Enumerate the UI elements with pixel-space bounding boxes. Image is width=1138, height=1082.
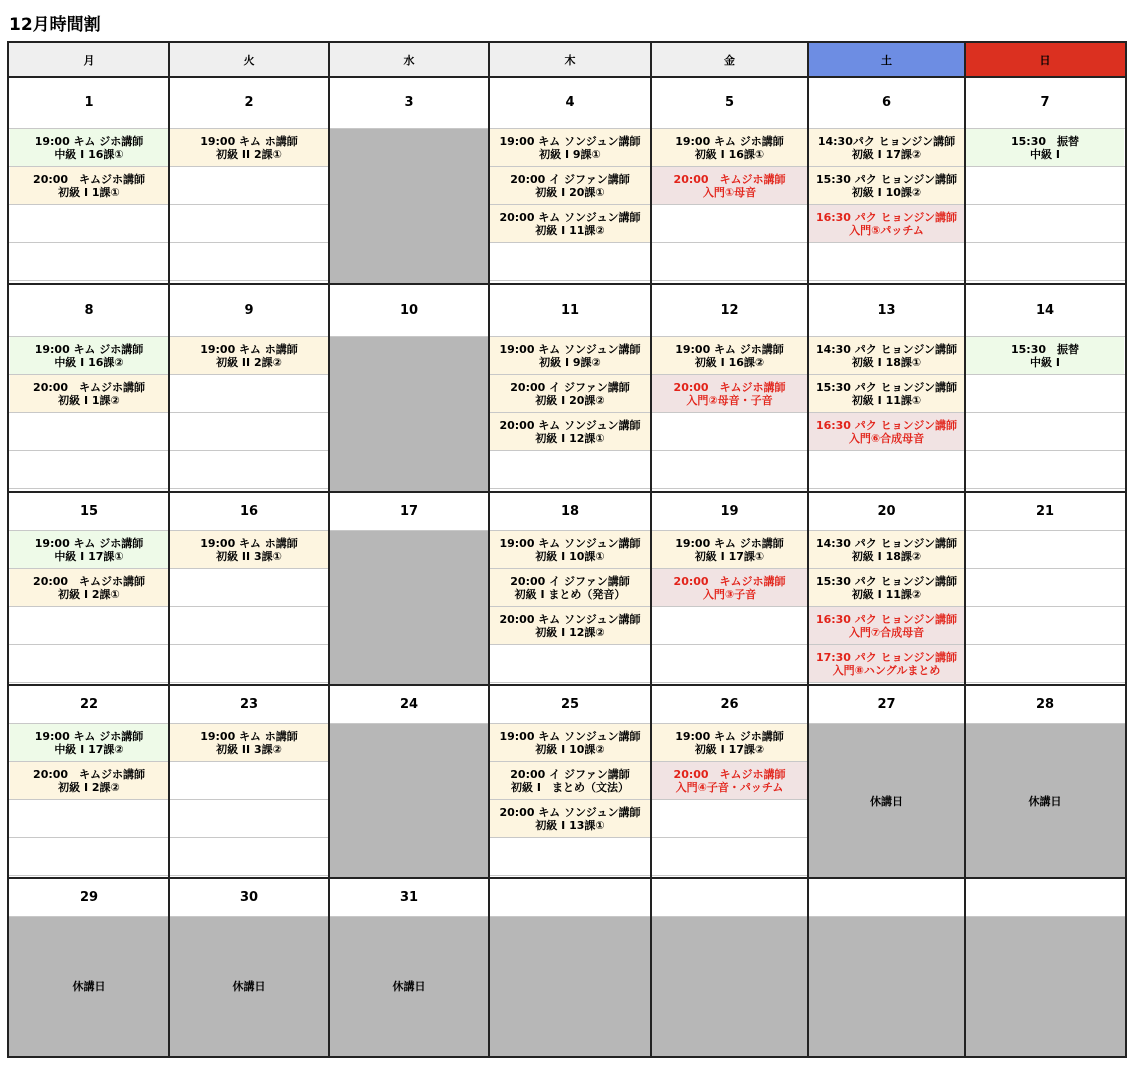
divider — [489, 644, 651, 645]
day-number: 2 — [244, 95, 254, 110]
day-number: 21 — [1035, 503, 1055, 519]
lesson-slot[interactable] — [809, 607, 964, 644]
divider — [965, 723, 1125, 724]
divider — [965, 488, 1125, 489]
lesson-course: 中級 I 16課① — [54, 147, 124, 161]
divider — [651, 837, 808, 838]
lesson-slot[interactable] — [490, 413, 650, 450]
lesson-time-teacher: 20:00 キムジホ講師 — [673, 767, 786, 781]
lesson-course: 初級 I 20課① — [535, 185, 605, 199]
divider — [965, 450, 1125, 451]
divider — [651, 916, 808, 917]
divider — [651, 875, 808, 876]
divider — [9, 280, 169, 281]
divider — [9, 799, 169, 800]
divider — [9, 488, 169, 489]
divider — [169, 166, 329, 167]
lesson-course: 中級 I — [1030, 147, 1060, 161]
lesson-course: 初級 I 11課② — [535, 223, 605, 237]
lesson-time-teacher: 20:00 キムジホ講師 — [33, 767, 145, 781]
lesson-course: 初級 I 2課① — [58, 587, 120, 601]
lesson-time-teacher: 19:00 キム ホ講師 — [200, 536, 298, 550]
divider — [965, 412, 1125, 413]
lesson-time-teacher: 19:00 キム ジホ講師 — [34, 134, 144, 148]
divider — [808, 682, 965, 683]
closed-day-cell: 休講日 — [9, 916, 169, 1056]
lesson-course: 初級 I 11課① — [851, 393, 922, 407]
closed-day-cell: 休講日 — [169, 916, 329, 1056]
lesson-time-teacher: 19:00 キム ホ講師 — [200, 134, 298, 148]
row-divider — [9, 877, 1125, 879]
lesson-course: 初級 I 1課① — [58, 185, 120, 199]
weekday-header: 火 — [169, 43, 329, 77]
lesson-time-teacher: 19:00 キム ソンジュン講師 — [499, 134, 641, 148]
day-number: 26 — [720, 696, 739, 712]
lesson-slot[interactable] — [809, 337, 964, 374]
divider — [489, 450, 651, 451]
lesson-slot[interactable] — [10, 762, 168, 799]
lesson-time-teacher: 20:00 キムジホ講師 — [673, 574, 786, 588]
divider — [965, 530, 1125, 531]
lesson-time-teacher: 17:30 パク ヒョンジン講師 — [815, 650, 958, 664]
divider — [169, 450, 329, 451]
column-divider — [964, 43, 966, 1056]
lesson-course: 初級 I 11課② — [851, 587, 922, 601]
lesson-time-teacher: 20:00 イ ジファン講師 — [510, 574, 630, 588]
lesson-course: 初級 I 13課① — [535, 818, 605, 832]
day-number: 14 — [1035, 302, 1055, 318]
lesson-time-teacher: 20:00 イ ジファン講師 — [510, 767, 630, 781]
empty-day-cell — [651, 916, 808, 1056]
weekday-header: 水 — [329, 43, 489, 77]
divider — [329, 128, 489, 129]
lesson-slot[interactable] — [490, 337, 650, 374]
lesson-slot[interactable] — [966, 129, 1124, 166]
lesson-course: 初級 I 9課① — [539, 147, 601, 161]
divider — [169, 374, 329, 375]
lesson-course: 初級 I 10課② — [851, 185, 922, 199]
lesson-slot[interactable] — [170, 531, 328, 568]
lesson-time-teacher: 14:30パク ヒョンジン講師 — [817, 134, 956, 148]
lesson-time-teacher: 14:30 パク ヒョンジン講師 — [815, 536, 958, 550]
lesson-time-teacher: 19:00 キム ジホ講師 — [675, 536, 784, 550]
day-number — [651, 878, 808, 916]
divider — [169, 916, 329, 917]
divider — [489, 682, 651, 683]
lesson-time-teacher: 20:00 キム ソンジュン講師 — [499, 612, 641, 626]
timetable-grid — [7, 41, 1127, 1058]
empty-day-cell — [965, 916, 1125, 1056]
weekday-header: 木 — [489, 43, 651, 77]
divider — [808, 280, 965, 281]
lesson-time-teacher: 15:30 パク ヒョンジン講師 — [815, 380, 958, 394]
lesson-slot[interactable] — [809, 531, 964, 568]
weekday-header: 土 — [808, 43, 965, 77]
lesson-course: 初級 I 17課② — [851, 147, 922, 161]
divider — [9, 450, 169, 451]
day-number: 10 — [399, 302, 419, 318]
lesson-time-teacher: 19:00 キム ソンジュン講師 — [499, 536, 641, 550]
day-number: 7 — [1040, 95, 1050, 110]
lesson-slot[interactable] — [490, 800, 650, 837]
lesson-course: 入門⑤パッチム — [849, 223, 924, 237]
day-number: 4 — [565, 95, 575, 110]
lesson-time-teacher: 19:00 キム ジホ講師 — [34, 342, 144, 356]
day-number: 9 — [244, 302, 254, 318]
lesson-slot[interactable] — [490, 569, 650, 606]
lesson-course: 初級 I 18課② — [851, 549, 922, 563]
lesson-slot[interactable] — [170, 724, 328, 761]
lesson-slot[interactable] — [809, 413, 964, 450]
divider — [965, 280, 1125, 281]
day-number: 15 — [79, 503, 99, 519]
divider — [489, 875, 651, 876]
divider — [9, 875, 169, 876]
day-number — [808, 878, 965, 916]
lesson-course: 初級 II 3課① — [216, 549, 282, 563]
lesson-course: 入門③子音 — [702, 587, 757, 601]
divider — [965, 374, 1125, 375]
lesson-time-teacher: 20:00 キムジホ講師 — [33, 380, 145, 394]
lesson-time-teacher: 20:00 キム ソンジュン講師 — [499, 418, 641, 432]
divider — [965, 204, 1125, 205]
divider — [9, 916, 169, 917]
lesson-course: 中級 I — [1030, 355, 1060, 369]
lesson-course: 入門①母音 — [702, 185, 757, 199]
divider — [169, 280, 329, 281]
lesson-slot[interactable] — [652, 531, 807, 568]
divider — [329, 723, 489, 724]
lesson-slot[interactable] — [652, 375, 807, 412]
divider — [808, 488, 965, 489]
day-number: 8 — [84, 302, 94, 318]
divider — [808, 916, 965, 917]
divider — [651, 644, 808, 645]
day-number: 11 — [560, 302, 580, 318]
divider — [965, 644, 1125, 645]
divider — [808, 723, 965, 724]
divider — [169, 682, 329, 683]
row-divider — [9, 684, 1125, 686]
column-divider — [168, 43, 170, 1056]
divider — [169, 606, 329, 607]
divider — [9, 606, 169, 607]
divider — [489, 242, 651, 243]
lesson-slot[interactable] — [10, 375, 168, 412]
divider — [329, 336, 489, 337]
weekday-header: 月 — [9, 43, 169, 77]
lesson-course: 入門④子音・パッチム — [675, 780, 784, 794]
day-number: 13 — [877, 302, 896, 318]
divider — [489, 280, 651, 281]
lesson-slot[interactable] — [966, 337, 1124, 374]
day-number — [489, 878, 651, 916]
divider — [651, 204, 808, 205]
lesson-slot[interactable] — [10, 724, 168, 761]
lesson-time-teacher: 19:00 キム ジホ講師 — [34, 536, 144, 550]
lesson-course: 初級 I まとめ（文法） — [511, 780, 629, 794]
closed-day-cell: 休講日 — [329, 916, 489, 1056]
lesson-slot[interactable] — [490, 607, 650, 644]
lesson-course: 初級 I 10課② — [535, 742, 605, 756]
lesson-slot[interactable] — [652, 762, 807, 799]
lesson-slot[interactable] — [10, 569, 168, 606]
lesson-course: 初級 II 2課② — [216, 355, 282, 369]
divider — [489, 488, 651, 489]
column-divider — [807, 43, 809, 1056]
divider — [169, 204, 329, 205]
lesson-course: 入門⑥合成母音 — [848, 431, 925, 445]
divider — [329, 916, 489, 917]
divider — [169, 875, 329, 876]
weekday-header: 金 — [651, 43, 808, 77]
lesson-time-teacher: 15:30 パク ヒョンジン講師 — [815, 574, 958, 588]
divider — [9, 644, 169, 645]
divider — [169, 837, 329, 838]
divider — [808, 450, 965, 451]
lesson-slot[interactable] — [490, 205, 650, 242]
lesson-slot[interactable] — [490, 375, 650, 412]
lesson-slot[interactable] — [10, 531, 168, 568]
lesson-time-teacher: 20:00 キムジホ講師 — [33, 172, 145, 186]
lesson-slot[interactable] — [652, 337, 807, 374]
day-number: 27 — [877, 696, 896, 712]
day-number: 12 — [720, 302, 739, 318]
divider — [651, 280, 808, 281]
lesson-course: 中級 I 17課① — [54, 549, 124, 563]
row-divider — [9, 491, 1125, 493]
lesson-time-teacher: 16:30 パク ヒョンジン講師 — [815, 612, 958, 626]
divider — [651, 682, 808, 683]
divider — [169, 799, 329, 800]
lesson-slot[interactable] — [809, 167, 964, 204]
lesson-course: 初級 I 2課② — [58, 780, 120, 794]
lesson-course: 入門⑦合成母音 — [848, 625, 925, 639]
divider — [965, 682, 1125, 683]
divider — [9, 412, 169, 413]
divider — [965, 568, 1125, 569]
day-number: 22 — [79, 696, 99, 712]
closed-day-cell: 休講日 — [808, 723, 965, 878]
lesson-course: 初級 II 3課② — [216, 742, 282, 756]
divider — [651, 242, 808, 243]
day-number: 23 — [239, 696, 259, 712]
lesson-course: 初級 I まとめ（発音） — [514, 587, 626, 601]
lesson-course: 入門⑧ハングルまとめ — [832, 663, 941, 677]
day-number: 24 — [399, 696, 419, 712]
empty-day-cell — [489, 916, 651, 1056]
divider — [651, 799, 808, 800]
lesson-course: 初級 I 12課① — [535, 431, 605, 445]
lesson-course: 初級 I 16課② — [694, 355, 765, 369]
divider — [169, 761, 329, 762]
divider — [651, 412, 808, 413]
lesson-slot[interactable] — [652, 129, 807, 166]
divider — [9, 204, 169, 205]
lesson-course: 初級 II 2課① — [216, 147, 282, 161]
lesson-slot[interactable] — [490, 531, 650, 568]
lesson-slot[interactable] — [10, 129, 168, 166]
row-divider — [9, 76, 1125, 78]
lesson-time-teacher: 15:30 パク ヒョンジン講師 — [815, 172, 958, 186]
lesson-course: 初級 I 1課② — [58, 393, 120, 407]
column-divider — [488, 43, 490, 1056]
divider — [651, 606, 808, 607]
lesson-time-teacher: 20:00 イ ジファン講師 — [510, 172, 630, 186]
lesson-time-teacher: 19:00 キム ソンジュン講師 — [499, 729, 641, 743]
lesson-slot[interactable] — [170, 337, 328, 374]
empty-day-cell — [329, 723, 489, 878]
day-number: 16 — [239, 503, 259, 519]
lesson-time-teacher: 19:00 キム ソンジュン講師 — [499, 342, 641, 356]
lesson-time-teacher: 19:00 キム ジホ講師 — [675, 729, 784, 743]
day-number: 25 — [560, 696, 580, 712]
lesson-course: 入門②母音・子音 — [686, 393, 773, 407]
day-number: 19 — [720, 503, 739, 519]
lesson-time-teacher: 14:30 パク ヒョンジン講師 — [815, 342, 958, 356]
divider — [965, 166, 1125, 167]
lesson-time-teacher: 16:30 パク ヒョンジン講師 — [815, 210, 958, 224]
page-title: 12月時間割 — [9, 15, 101, 35]
day-number: 30 — [239, 889, 259, 905]
divider — [169, 488, 329, 489]
lesson-course: 初級 I 20課② — [535, 393, 605, 407]
day-number: 5 — [724, 95, 735, 110]
day-number: 6 — [881, 95, 892, 110]
day-number: 17 — [399, 503, 419, 519]
lesson-slot[interactable] — [809, 205, 964, 242]
divider — [169, 412, 329, 413]
lesson-slot[interactable] — [809, 129, 964, 166]
empty-day-cell — [329, 128, 489, 284]
day-number: 18 — [560, 503, 580, 519]
divider — [489, 916, 651, 917]
lesson-slot[interactable] — [809, 569, 964, 606]
empty-day-cell — [329, 530, 489, 685]
lesson-slot[interactable] — [652, 167, 807, 204]
lesson-time-teacher: 20:00 キムジホ講師 — [673, 380, 786, 394]
lesson-slot[interactable] — [170, 129, 328, 166]
lesson-course: 初級 I 18課① — [851, 355, 922, 369]
lesson-slot[interactable] — [10, 337, 168, 374]
divider — [965, 242, 1125, 243]
lesson-slot[interactable] — [652, 724, 807, 761]
divider — [169, 568, 329, 569]
lesson-course: 中級 I 17課② — [54, 742, 124, 756]
lesson-slot[interactable] — [809, 645, 964, 682]
row-divider — [9, 283, 1125, 285]
lesson-course: 初級 I 16課① — [694, 147, 765, 161]
divider — [9, 242, 169, 243]
lesson-course: 初級 I 9課② — [539, 355, 601, 369]
divider — [9, 682, 169, 683]
lesson-course: 中級 I 16課② — [54, 355, 124, 369]
divider — [808, 242, 965, 243]
divider — [169, 644, 329, 645]
lesson-time-teacher: 20:00 キム ソンジュン講師 — [499, 210, 641, 224]
day-number — [965, 878, 1125, 916]
lesson-course: 初級 I 10課① — [535, 549, 605, 563]
empty-day-cell — [808, 916, 965, 1056]
divider — [965, 916, 1125, 917]
day-number: 31 — [399, 889, 419, 905]
lesson-slot[interactable] — [490, 724, 650, 761]
lesson-course: 初級 I 17課① — [694, 549, 765, 563]
divider — [651, 450, 808, 451]
lesson-time-teacher: 19:00 キム ジホ講師 — [34, 729, 144, 743]
divider — [965, 606, 1125, 607]
lesson-time-teacher: 20:00 キムジホ講師 — [33, 574, 145, 588]
empty-day-cell — [329, 336, 489, 492]
lesson-time-teacher: 19:00 キム ホ講師 — [200, 342, 298, 356]
lesson-slot[interactable] — [10, 167, 168, 204]
day-number: 20 — [877, 503, 896, 519]
lesson-time-teacher: 19:00 キム ジホ講師 — [675, 134, 784, 148]
lesson-time-teacher: 15:30 振替 — [1010, 134, 1079, 148]
lesson-time-teacher: 20:00 キムジホ講師 — [673, 172, 786, 186]
closed-day-cell: 休講日 — [965, 723, 1125, 878]
day-number: 28 — [1035, 696, 1055, 712]
lesson-time-teacher: 15:30 振替 — [1010, 342, 1079, 356]
weekday-header: 日 — [965, 43, 1125, 77]
lesson-slot[interactable] — [490, 167, 650, 204]
lesson-slot[interactable] — [809, 375, 964, 412]
lesson-slot[interactable] — [652, 569, 807, 606]
divider — [489, 837, 651, 838]
divider — [169, 242, 329, 243]
lesson-time-teacher: 20:00 イ ジファン講師 — [510, 380, 630, 394]
divider — [9, 837, 169, 838]
lesson-slot[interactable] — [490, 129, 650, 166]
day-number: 1 — [84, 95, 94, 110]
lesson-course: 初級 I 17課② — [694, 742, 765, 756]
lesson-time-teacher: 19:00 キム ジホ講師 — [675, 342, 784, 356]
lesson-slot[interactable] — [490, 762, 650, 799]
lesson-time-teacher: 19:00 キム ホ講師 — [200, 729, 298, 743]
lesson-time-teacher: 16:30 パク ヒョンジン講師 — [815, 418, 958, 432]
day-number: 29 — [79, 889, 99, 905]
divider — [651, 488, 808, 489]
lesson-course: 初級 I 12課② — [535, 625, 605, 639]
column-divider — [650, 43, 652, 1056]
divider — [329, 530, 489, 531]
day-number: 3 — [404, 95, 414, 110]
lesson-time-teacher: 20:00 キム ソンジュン講師 — [499, 805, 641, 819]
column-divider — [328, 43, 330, 1056]
